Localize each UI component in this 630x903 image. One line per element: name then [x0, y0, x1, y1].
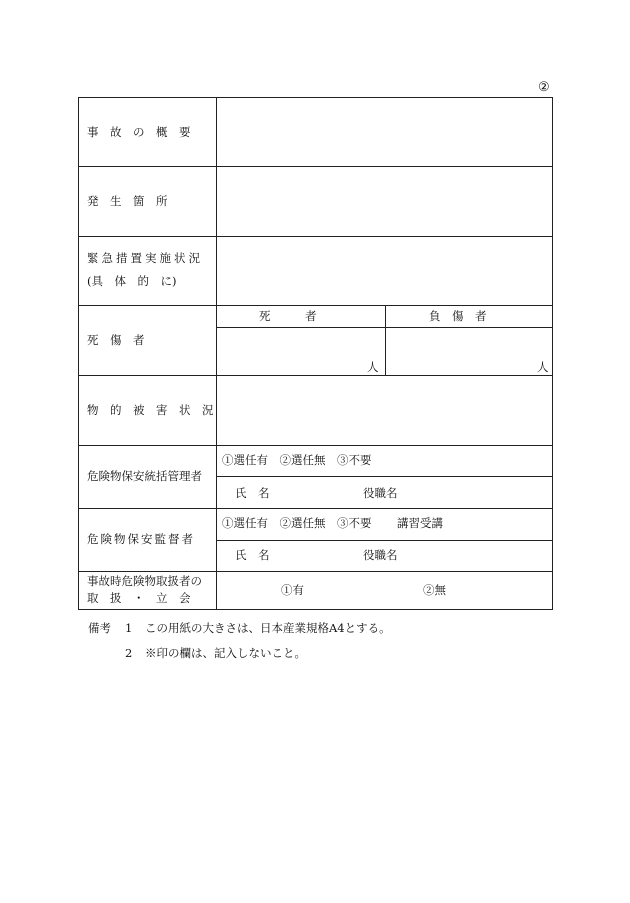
emergency-measures-sublabel: (具 体 的 に) [87, 274, 177, 288]
general-name-label: 氏 名 [235, 486, 270, 500]
handler-label: 事故時危険物取扱者の [87, 574, 202, 588]
handler-yes-option: ①有 [281, 583, 304, 597]
row-divider [79, 508, 552, 509]
supervisor-general-label: 危険物保安統括管理者 [87, 469, 202, 483]
row-divider [79, 375, 552, 376]
handler-no-option: ②無 [423, 583, 446, 597]
sub-row-divider [216, 476, 552, 477]
notes-prefix: 備考 [88, 621, 111, 635]
handler-sublabel: 取 扱 ・ 立 会 [87, 591, 191, 605]
accident-summary-label: 事 故 の 概 要 [87, 125, 191, 139]
note-2-number: 2 [125, 646, 133, 660]
row-divider [79, 445, 552, 446]
accident-report-form [78, 97, 553, 610]
supervisor-label: 危険物保安監督者 [87, 532, 195, 546]
row-divider [79, 236, 552, 237]
note-2-text: ※印の欄は、記入しないこと。 [145, 646, 306, 660]
note-1-text: この用紙の大きさは、日本産業規格A4とする。 [145, 621, 391, 635]
property-damage-label: 物 的 被 害 状 況 [87, 403, 214, 417]
casualty-column-divider [385, 305, 386, 375]
supervisor-appointment-options: ①選任有 ②選任無 ③不要 [222, 516, 372, 530]
dead-unit: 人 [367, 360, 379, 374]
sub-row-divider [216, 540, 552, 541]
dead-column-header: 死 者 [259, 309, 317, 323]
row-divider [79, 305, 552, 306]
general-position-label: 役職名 [363, 486, 398, 500]
label-column-divider [216, 98, 217, 609]
injured-unit: 人 [537, 360, 549, 374]
supervisor-name-label: 氏 名 [235, 548, 270, 562]
injured-column-header: 負 傷 者 [429, 309, 487, 323]
row-divider [79, 571, 552, 572]
note-1-number: 1 [125, 621, 133, 635]
emergency-measures-label: 緊急措置実施状況 [87, 251, 203, 265]
supervisor-position-label: 役職名 [363, 548, 398, 562]
row-divider [79, 166, 552, 167]
training-label: 講習受講 [397, 516, 443, 530]
general-appointment-options: ①選任有 ②選任無 ③不要 [222, 453, 372, 467]
location-label: 発 生 箇 所 [87, 194, 168, 208]
casualty-header-divider [216, 327, 552, 328]
page-marker: ② [538, 80, 550, 95]
casualties-label: 死 傷 者 [87, 333, 145, 347]
